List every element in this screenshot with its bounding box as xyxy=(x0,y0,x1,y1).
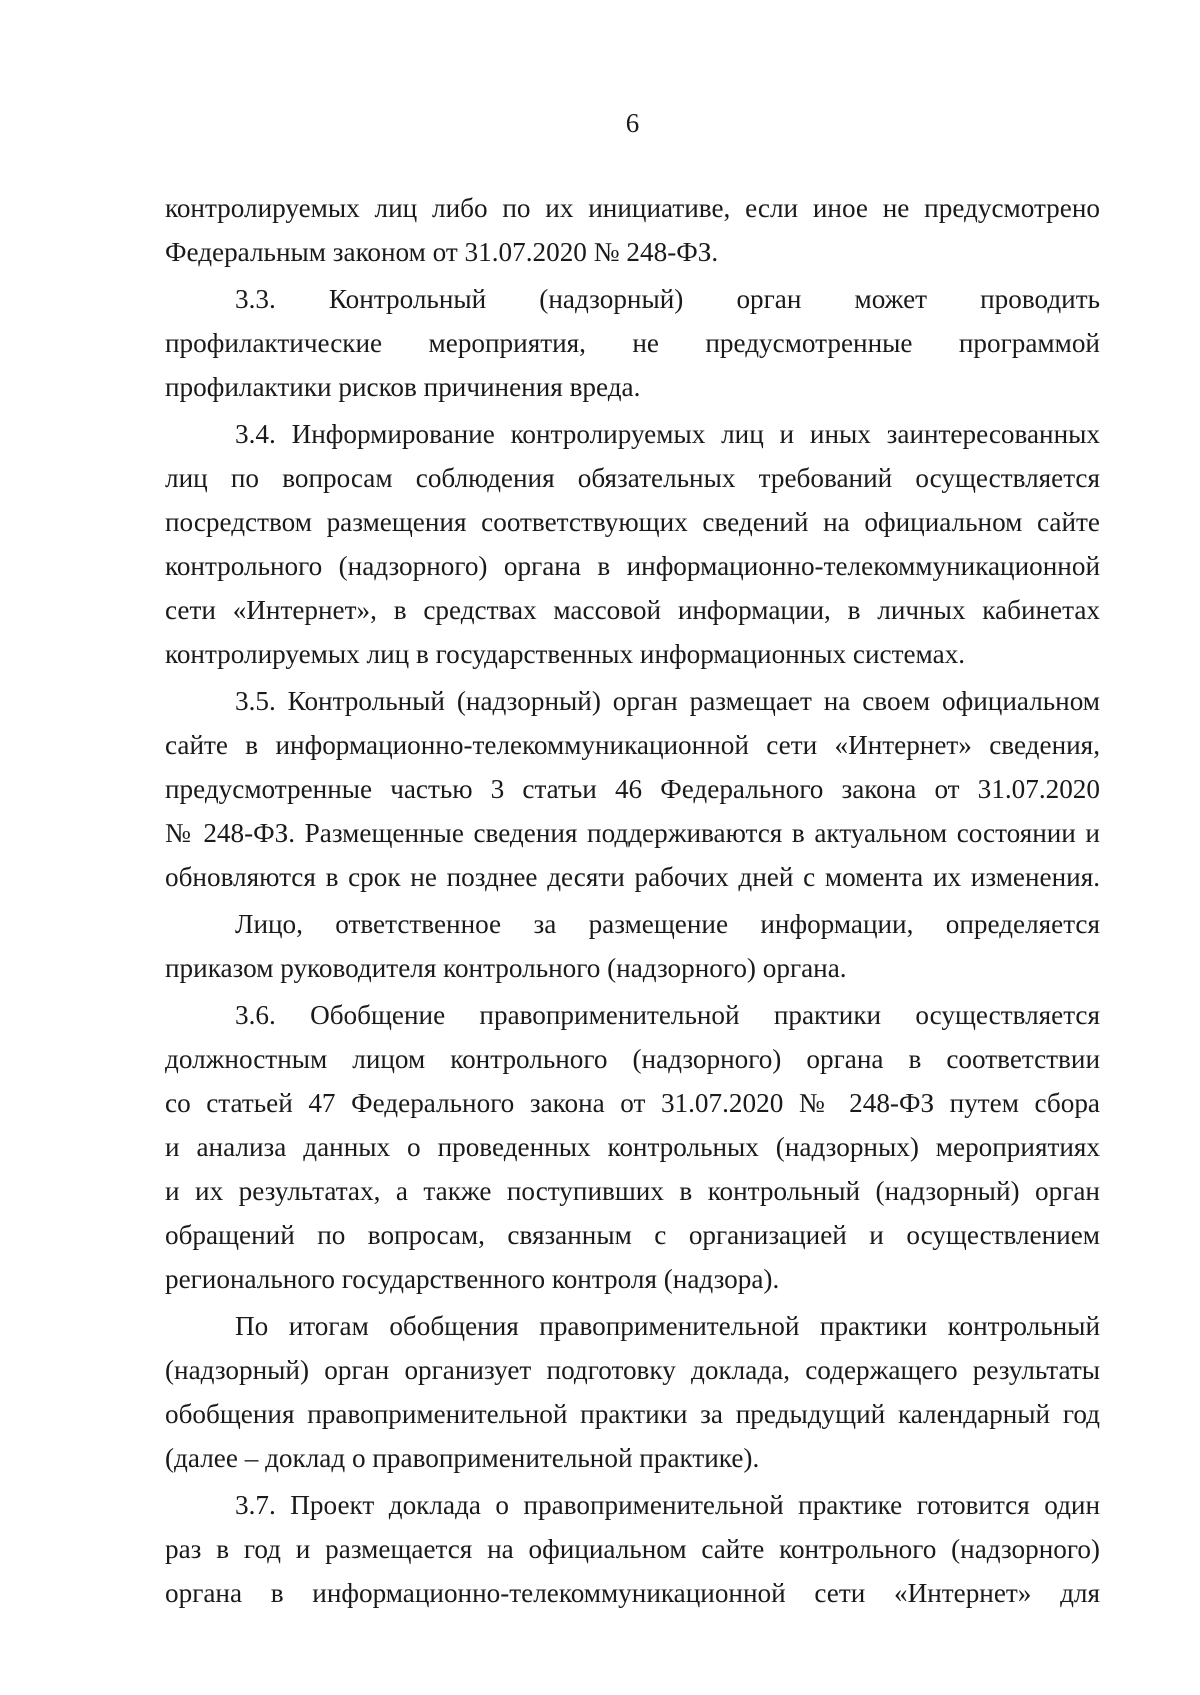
text-line: регионального государственного контроля (надзора). xyxy=(165,1264,780,1294)
text-line: По итогам обобщения правоприменительной практики контрольный xyxy=(235,1311,1100,1341)
text-line: 3.5. Контрольный (надзорный) орган размещает на своем официальном xyxy=(235,686,1100,716)
text-line: органа в информационно-телекоммуникационной сети «Интернет» для xyxy=(165,1578,1100,1608)
text-line: сайте в информационно-телекоммуникационной сети «Интернет» сведения, xyxy=(165,730,1100,760)
text-line: 3.7. Проект доклада о правоприменительной практике готовится один xyxy=(235,1490,1100,1520)
text-line: со статьей 47 Федерального закона от 31.07.2020 № 248-ФЗ путем сбора xyxy=(165,1088,1100,1118)
text-line: (надзорный) орган организует подготовку доклада, содержащего результаты xyxy=(165,1355,1100,1385)
text-line: контролируемых лиц в государственных информационных системах. xyxy=(165,639,966,669)
text-line: обобщения правоприменительной практики за предыдущий календарный год xyxy=(165,1399,1100,1429)
text-line: Федеральным законом от 31.07.2020 № 248-ФЗ. xyxy=(165,237,719,267)
text-line: приказом руководителя контрольного (надзорного) органа. xyxy=(165,953,847,983)
text-line: обращений по вопросам, связанным с организацией и осуществлением xyxy=(165,1220,1100,1250)
text-line: сети «Интернет», в средствах массовой информации, в личных кабинетах xyxy=(165,595,1100,625)
document-body xyxy=(165,186,1100,1615)
text-line: лиц по вопросам соблюдения обязательных требований осуществляется xyxy=(165,463,1100,493)
text-line: и их результатах, а также поступивших в контрольный (надзорный) орган xyxy=(165,1176,1100,1206)
text-line: 3.6. Обобщение правоприменительной практики осуществляется xyxy=(235,1000,1100,1030)
text-line: Лицо, ответственное за размещение информации, определяется xyxy=(235,909,1100,939)
document-page xyxy=(165,0,1100,1695)
text-line: № 248-ФЗ. Размещенные сведения поддерживаются в актуальном состоянии и xyxy=(165,818,1100,848)
text-line: профилактики рисков причинения вреда. xyxy=(165,372,641,402)
text-line: раз в год и размещается на официальном сайте контрольного (надзорного) xyxy=(165,1534,1100,1564)
page-number: 6 xyxy=(625,108,640,138)
text-line: контролируемых лиц либо по их инициативе, если иное не предусмотрено xyxy=(165,193,1100,223)
text-line: контрольного (надзорного) органа в информационно-телекоммуникационной xyxy=(165,551,1100,581)
text-line: 3.4. Информирование контролируемых лиц и иных заинтересованных xyxy=(235,419,1100,449)
text-line: профилактические мероприятия, не предусмотренные программой xyxy=(165,328,1100,358)
text-line: предусмотренные частью 3 статьи 46 Федерального закона от 31.07.2020 xyxy=(165,774,1100,804)
text-line: (далее – доклад о правоприменительной практике). xyxy=(165,1443,760,1473)
text-line: посредством размещения соответствующих сведений на официальном сайте xyxy=(165,507,1100,537)
text-line: обновляются в срок не позднее десяти рабочих дней с момента их изменения. xyxy=(165,862,1100,892)
text-line: и анализа данных о проведенных контрольных (надзорных) мероприятиях xyxy=(165,1132,1100,1162)
text-line: 3.3. Контрольный (надзорный) орган может проводить xyxy=(235,284,1100,314)
text-line: должностным лицом контрольного (надзорного) органа в соответствии xyxy=(165,1044,1100,1074)
